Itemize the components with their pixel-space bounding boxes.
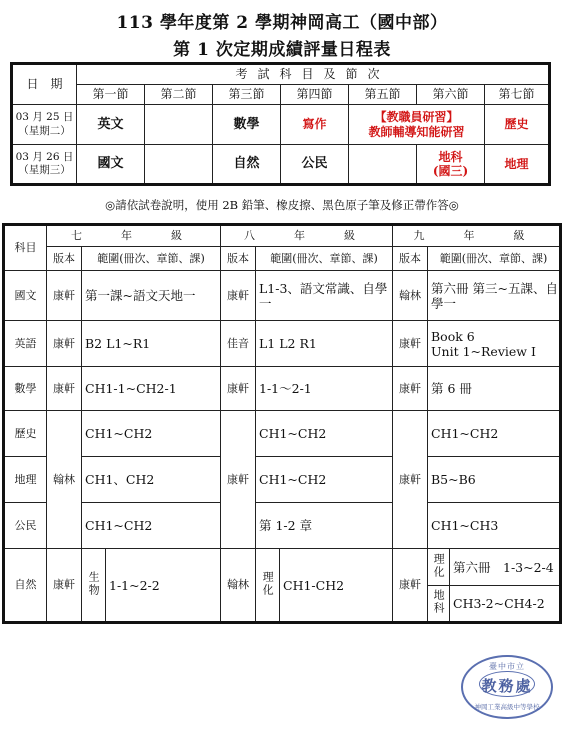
period-header: 第七節 [485, 85, 550, 105]
version-cell: 康軒 [393, 321, 428, 367]
range-cell: 第六冊 1-3~2-4 [450, 549, 561, 586]
exam-subject: 數學 [213, 105, 281, 145]
version-cell: 康軒 [221, 411, 256, 549]
range-line: Unit 1~Review I [431, 343, 536, 359]
exam-subject [349, 145, 417, 185]
exam-subject [145, 145, 213, 185]
sub-subject-label: 理化 [261, 570, 275, 597]
exam-subject: 歷史 [485, 105, 550, 145]
subject-line: 地科 [438, 149, 463, 164]
office-seal [461, 655, 553, 719]
weekday-text: （星期三） [18, 164, 71, 176]
range-cell: L1-3、語文常識、自學一 [256, 271, 393, 321]
training-detail: 教師輔導知能研習 [368, 124, 465, 139]
sub-subject-cell [82, 549, 106, 623]
sub-subject-label: 生物 [87, 570, 101, 597]
subject-note: (國三) [432, 164, 469, 178]
subject-name: 地理 [4, 457, 47, 503]
range-cell: 第 6 冊 [428, 367, 561, 411]
range-cell: CH1~CH2 [428, 411, 561, 457]
subject-name: 數學 [4, 367, 47, 411]
weekday-text: （星期二） [18, 124, 71, 137]
subjects-header: 考試科目及節次 [77, 64, 550, 85]
page-title: 113 學年度第 2 學期神岡高工（國中部） [116, 13, 448, 33]
sub-subject-cell [428, 586, 450, 623]
exam-subject: 國文 [77, 145, 145, 185]
date-text: 03 月 25 日 [15, 111, 74, 124]
exam-subject: 地理 [485, 145, 550, 185]
range-cell: 第 1-2 章 [256, 503, 393, 549]
version-cell: 佳音 [221, 321, 256, 367]
range-header: 範圍(冊次、章節、課) [428, 247, 561, 271]
range-header: 範圍(冊次、章節、課) [82, 247, 221, 271]
instructions-note: ◎請依試卷說明，使用 2B 鉛筆、橡皮擦、黑色原子筆及修正帶作答◎ [105, 198, 459, 212]
version-header: 版本 [393, 247, 428, 271]
version-cell: 康軒 [393, 411, 428, 549]
range-cell: CH1~CH2 [82, 411, 221, 457]
period-header: 第六節 [417, 85, 485, 105]
subject-name: 自然 [4, 549, 47, 623]
range-cell: L1 L2 R1 [256, 321, 393, 367]
range-header: 範圍(冊次、章節、課) [256, 247, 393, 271]
range-cell: CH1~CH3 [428, 503, 561, 549]
range-cell: CH1-1~CH2-1 [82, 367, 221, 411]
exam-subject: 英文 [77, 105, 145, 145]
version-cell: 康軒 [47, 549, 82, 623]
version-cell: 康軒 [221, 271, 256, 321]
range-cell: CH1~CH2 [82, 503, 221, 549]
exam-range-table [2, 223, 562, 624]
version-cell: 康軒 [47, 367, 82, 411]
version-header: 版本 [221, 247, 256, 271]
version-header: 版本 [47, 247, 82, 271]
version-cell: 翰林 [221, 549, 256, 623]
sub-subject-label: 地科 [432, 589, 446, 615]
exam-subject: 自然 [213, 145, 281, 185]
exam-subject: 公民 [281, 145, 349, 185]
date-text: 03 月 26 日 [15, 150, 74, 163]
version-cell: 康軒 [393, 367, 428, 411]
version-cell: 康軒 [47, 321, 82, 367]
range-cell: 1-1～2-1 [256, 367, 393, 411]
subject-header: 科目 [4, 225, 47, 271]
exam-subject: 寫作 [281, 105, 349, 145]
range-cell [428, 321, 561, 367]
period-header: 第一節 [77, 85, 145, 105]
range-cell: 第一課~語文天地一 [82, 271, 221, 321]
range-cell: CH1~CH2 [256, 457, 393, 503]
range-cell: CH1-CH2 [280, 549, 393, 623]
seal-top-text: 臺中市立 [489, 662, 525, 671]
seal-center-text: 教務處 [481, 677, 533, 695]
sub-subject-label: 理化 [432, 552, 446, 579]
version-cell: 康軒 [221, 367, 256, 411]
subject-name: 國文 [4, 271, 47, 321]
range-cell: CH1~CH2 [256, 411, 393, 457]
sub-subject-cell [428, 549, 450, 586]
range-cell: 第六冊 第三~五課、自學一 [428, 271, 561, 321]
period-header: 第三節 [213, 85, 281, 105]
period-header: 第五節 [349, 85, 417, 105]
range-cell: B5~B6 [428, 457, 561, 503]
subject-name: 歷史 [4, 411, 47, 457]
seal-bottom-text: 神岡工業高級中等學校 [474, 703, 540, 711]
sub-subject-cell [256, 549, 280, 623]
date-cell [12, 105, 77, 145]
exam-subject [145, 105, 213, 145]
range-cell: B2 L1~R1 [82, 321, 221, 367]
period-header: 第四節 [281, 85, 349, 105]
exam-subject [417, 145, 485, 185]
version-cell: 翰林 [47, 411, 82, 549]
range-line: Book 6 [431, 328, 475, 344]
grade7-header: 七 年 級 [47, 225, 221, 247]
version-cell: 翰林 [393, 271, 428, 321]
date-header: 日 期 [12, 64, 77, 105]
subject-name: 公民 [4, 503, 47, 549]
exam-schedule-table [10, 62, 551, 186]
grade9-header: 九 年 級 [393, 225, 561, 247]
range-cell: 1-1~2-2 [106, 549, 221, 623]
period-header: 第二節 [145, 85, 213, 105]
staff-training-cell [349, 105, 485, 145]
range-cell: CH3-2~CH4-2 [450, 586, 561, 623]
grade8-header: 八 年 級 [221, 225, 393, 247]
range-cell: CH1、CH2 [82, 457, 221, 503]
page-subtitle: 第 1 次定期成績評量日程表 [173, 40, 391, 60]
version-cell: 康軒 [47, 271, 82, 321]
date-cell [12, 145, 77, 185]
version-cell: 康軒 [393, 549, 428, 623]
subject-name: 英語 [4, 321, 47, 367]
training-title: 【教職員研習】 [374, 110, 459, 125]
